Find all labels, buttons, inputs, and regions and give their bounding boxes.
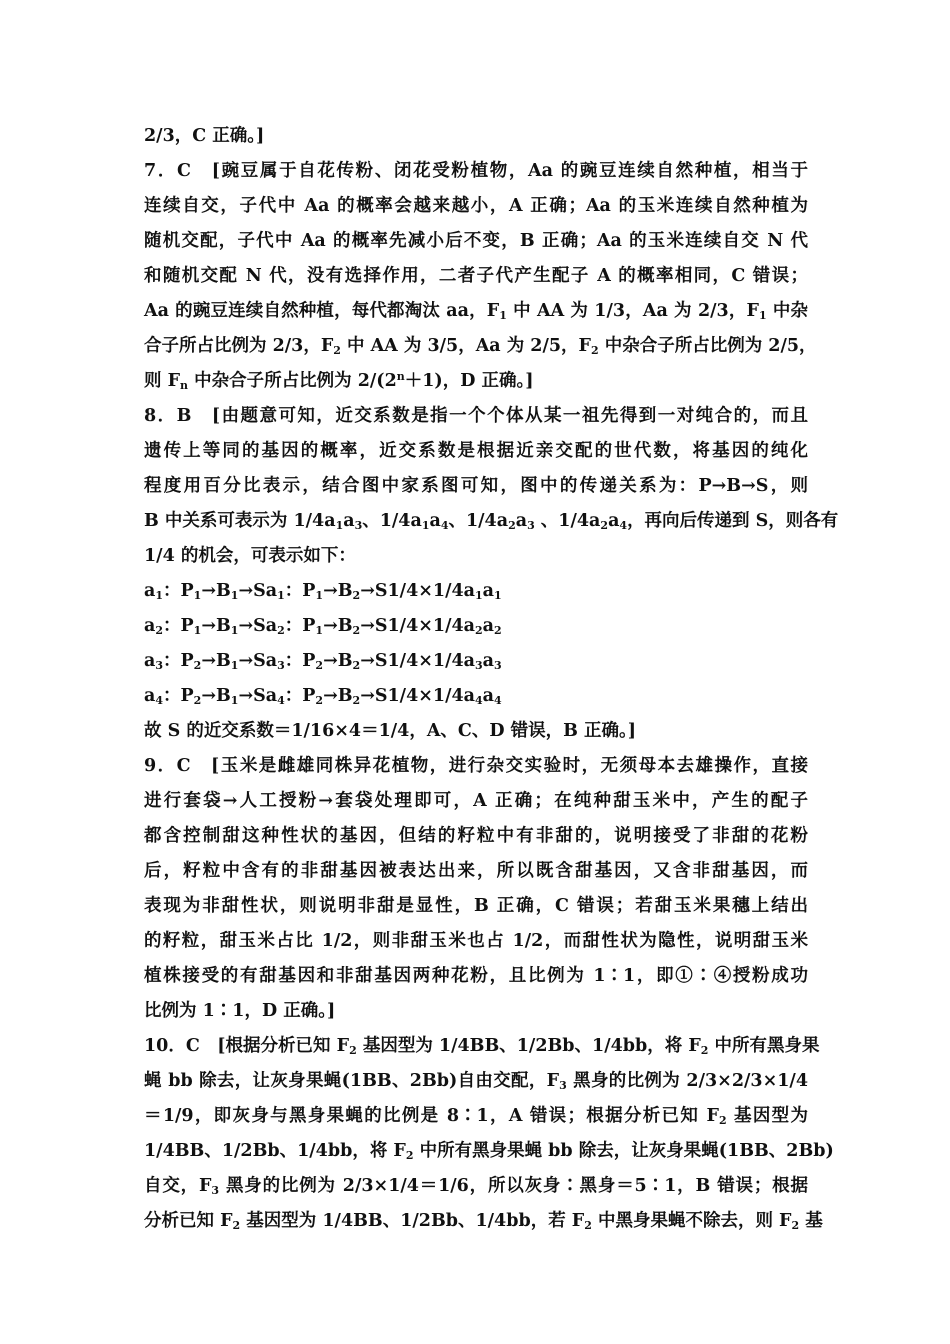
subscript: 2: [352, 659, 361, 672]
subscript: 1: [230, 659, 239, 672]
text-segment: a: [343, 511, 355, 531]
subscript: 4: [440, 519, 449, 532]
text-segment: 中所有黑身果: [708, 1036, 820, 1056]
subscript: 1: [155, 589, 163, 602]
text-segment: 表现为非甜性状，则说明非甜是显性，B 正确，C 错误；若甜玉米果穗上结出: [144, 896, 808, 916]
subscript: 1: [193, 589, 202, 602]
subscript: 3: [155, 659, 163, 672]
subscript: 1: [230, 624, 239, 637]
subscript: 1: [193, 624, 202, 637]
subscript: 3: [354, 519, 363, 532]
text-segment: 后，籽粒中含有的非甜基因被表达出来，所以既含甜基因，又含非甜基因，而: [144, 861, 808, 881]
text-line: [144, 614, 808, 638]
subscript: 1: [315, 589, 324, 602]
subscript: 1: [277, 589, 285, 602]
text-segment: →B: [201, 651, 231, 671]
text-segment: →Sa: [238, 616, 278, 636]
text-segment: 基: [799, 1211, 823, 1231]
text-segment: 程度用百分比表示，结合图中家系图可知，图中的传递关系为：P→B→S，则: [144, 476, 808, 496]
text-segment: 基因型为 1/4BB、1/2Bb、1/4bb，若 F: [240, 1211, 585, 1231]
subscript: 2: [494, 624, 502, 637]
text-segment: 黑身的比例为 2/3×2/3×1/4: [566, 1071, 808, 1091]
subscript: 2: [508, 519, 516, 532]
subscript: 2: [315, 694, 324, 707]
subscript: 1: [230, 589, 239, 602]
subscript: 3: [494, 659, 502, 672]
text-segment: 1/4BB、1/2Bb、1/4bb，将 F: [144, 1141, 406, 1161]
text-segment: 中 AA 为 1/3，Aa 为 2/3，F: [506, 301, 759, 321]
text-segment: ：P: [284, 686, 316, 706]
text-line: [144, 1069, 808, 1093]
text-line: [144, 1104, 808, 1128]
text-segment: 中杂: [766, 301, 808, 321]
text-segment: 比例为 1∶1，D 正确。]: [144, 1001, 336, 1021]
text-segment: ＋1)，D 正确。]: [404, 371, 534, 391]
subscript: 1: [421, 519, 430, 532]
text-segment: a: [482, 581, 494, 601]
text-line: [144, 1209, 823, 1233]
text-line: [144, 684, 808, 708]
text-segment: 基因型为: [726, 1106, 808, 1126]
text-line: [144, 1034, 820, 1058]
subscript: 2: [700, 1044, 709, 1057]
text-segment: →B: [323, 651, 353, 671]
text-line: [144, 999, 808, 1023]
text-segment: 中黑身果蝇不除去，则 F: [591, 1211, 792, 1231]
superscript: n: [396, 370, 405, 383]
text-segment: 分析已知 F: [144, 1211, 233, 1231]
text-segment: 都含控制甜这种性状的基因，但结的籽粒中有非甜的，说明接受了非甜的花粉: [144, 826, 808, 846]
text-segment: 基因型为 1/4BB、1/2Bb、1/4bb，将 F: [356, 1036, 701, 1056]
subscript: 3: [277, 659, 285, 672]
text-segment: 9．C [玉米是雌雄同株异花植物，进行杂交实验时，无须母本去雄操作，直接: [144, 756, 808, 776]
subscript: 2: [193, 694, 202, 707]
subscript: 2: [791, 1219, 800, 1232]
subscript: 4: [494, 694, 502, 707]
text-line: [144, 929, 808, 953]
text-segment: 随机交配，子代中 Aa 的概率先减小后不变，B 正确；Aa 的玉米连续自交 N 代: [144, 231, 808, 251]
text-segment: ：P: [284, 651, 316, 671]
subscript: 2: [277, 624, 285, 637]
text-segment: a: [144, 616, 156, 636]
text-line: [144, 334, 817, 358]
text-line: [144, 649, 808, 673]
text-line: [144, 754, 808, 778]
text-line: [144, 1139, 834, 1163]
subscript: 1: [315, 624, 324, 637]
text-segment: ：P: [163, 616, 194, 636]
text-segment: ：P: [284, 616, 316, 636]
text-segment: 8．B [由题意可知，近交系数是指一个个体从某一祖先得到一对纯合的，而且: [144, 406, 808, 426]
subscript: 3: [475, 659, 483, 672]
text-segment: a: [144, 651, 156, 671]
text-segment: a: [429, 511, 441, 531]
text-segment: ＝1/9，即灰身与黑身果蝇的比例是 8∶1，A 错误；根据分析已知 F: [144, 1106, 719, 1126]
text-segment: →B: [201, 686, 231, 706]
subscript: 2: [349, 1044, 357, 1057]
text-line: [144, 229, 808, 253]
text-segment: a: [482, 651, 494, 671]
text-segment: 中 AA 为 3/5，Aa 为 2/5，F: [340, 336, 591, 356]
subscript: 2: [475, 624, 483, 637]
subscript: 3: [211, 1184, 220, 1197]
subscript: 1: [475, 589, 483, 602]
text-segment: 合子所占比例为 2/3，F: [144, 336, 334, 356]
subscript: 4: [155, 694, 163, 707]
text-segment: a: [515, 511, 528, 531]
text-segment: B 中关系可表示为 1/4a: [144, 511, 336, 531]
text-line: [144, 964, 808, 988]
subscript: 2: [333, 344, 341, 357]
text-line: [144, 719, 808, 743]
text-segment: →Sa: [238, 581, 278, 601]
text-segment: →B: [323, 581, 353, 601]
subscript: 3: [527, 519, 535, 532]
subscript: 1: [230, 694, 239, 707]
text-segment: 进行套袋→人工授粉→套袋处理即可，A 正确；在纯种甜玉米中，产生的配子: [144, 791, 808, 811]
text-segment: →S1/4×1/4a: [360, 616, 475, 636]
text-line: [144, 474, 808, 498]
text-segment: 1/4 的机会，可表示如下：: [144, 546, 356, 566]
text-segment: Aa 的豌豆连续自然种植，每代都淘汰 aa，F: [144, 301, 500, 321]
text-line: [144, 509, 839, 533]
text-segment: 黑身的比例为 2/3×1/4＝1/6，所以灰身∶黑身＝5∶1，B 错误；根据: [219, 1176, 808, 1196]
text-segment: 、1/4a: [448, 511, 509, 531]
text-segment: 的籽粒，甜玉米占比 1/2，则非甜玉米也占 1/2，而甜性状为隐性，说明甜玉米: [144, 931, 808, 951]
subscript: 2: [193, 659, 202, 672]
text-segment: ，再向后传递到 S，则各有: [627, 511, 839, 531]
subscript: 1: [499, 309, 507, 322]
text-segment: 2/3，C 正确。]: [144, 126, 265, 146]
text-segment: 、1/4a: [362, 511, 422, 531]
text-line: [144, 159, 808, 183]
subscript: 2: [352, 624, 361, 637]
subscript: 1: [758, 309, 767, 322]
text-segment: ：P: [284, 581, 316, 601]
text-segment: →Sa: [238, 686, 278, 706]
subscript: 4: [475, 694, 483, 707]
text-segment: 中杂合子所占比例为 2/5，: [598, 336, 817, 356]
text-line: [144, 824, 808, 848]
text-segment: 植株接受的有甜基因和非甜基因两种花粉，且比例为 1∶1，即①∶④授粉成功: [144, 966, 808, 986]
text-segment: 连续自交，子代中 Aa 的概率会越来越小，A 正确；Aa 的玉米连续自然种植为: [144, 196, 808, 216]
text-line: [144, 789, 808, 813]
text-segment: →B: [323, 616, 353, 636]
text-line: [144, 544, 808, 568]
text-line: [144, 859, 808, 883]
subscript: 2: [405, 1149, 414, 1162]
subscript: 2: [584, 1219, 592, 1232]
subscript: 2: [352, 589, 361, 602]
text-segment: a: [482, 616, 494, 636]
text-segment: 则 F: [144, 371, 181, 391]
text-line: [144, 124, 808, 148]
subscript: 2: [232, 1219, 241, 1232]
text-segment: a: [482, 686, 494, 706]
text-line: [144, 1174, 808, 1198]
subscript: 2: [590, 344, 599, 357]
text-line: [144, 894, 808, 918]
text-segment: 自交，F: [144, 1176, 212, 1196]
subscript: 2: [315, 659, 324, 672]
text-segment: →B: [201, 616, 231, 636]
subscript: 1: [494, 589, 502, 602]
text-segment: →S1/4×1/4a: [360, 686, 475, 706]
subscript: 1: [335, 519, 344, 532]
text-segment: ：P: [163, 686, 194, 706]
subscript: 4: [277, 694, 285, 707]
subscript: 2: [352, 694, 361, 707]
text-segment: ：P: [163, 581, 194, 601]
text-segment: 蝇 bb 除去，让灰身果蝇(1BB、2Bb)自由交配，F: [144, 1071, 560, 1091]
text-segment: →B: [201, 581, 231, 601]
text-line: [144, 369, 808, 393]
text-line: [144, 194, 808, 218]
text-segment: 、1/4a: [534, 511, 601, 531]
text-segment: →S1/4×1/4a: [360, 581, 475, 601]
text-segment: a: [608, 511, 620, 531]
subscript: n: [180, 379, 189, 392]
subscript: 2: [600, 519, 609, 532]
text-segment: 遗传上等同的基因的概率，近交系数是根据近亲交配的世代数，将基因的纯化: [144, 441, 808, 461]
text-segment: 故 S 的近交系数＝1/16×4＝1/4，A、C、D 错误，B 正确。]: [144, 721, 637, 741]
subscript: 2: [718, 1114, 727, 1127]
text-line: [144, 439, 808, 463]
text-segment: 中所有黑身果蝇 bb 除去，让灰身果蝇(1BB、2Bb): [413, 1141, 834, 1161]
text-line: [144, 299, 808, 323]
text-segment: →S1/4×1/4a: [360, 651, 475, 671]
text-segment: 中杂合子所占比例为 2/(2: [188, 371, 397, 391]
text-segment: ：P: [163, 651, 194, 671]
text-line: [144, 264, 808, 288]
text-segment: →Sa: [238, 651, 278, 671]
text-segment: →B: [323, 686, 353, 706]
subscript: 2: [155, 624, 163, 637]
text-segment: a: [144, 686, 156, 706]
text-segment: 7．C [豌豆属于自花传粉、闭花受粉植物，Aa 的豌豆连续自然种植，相当于: [144, 161, 808, 181]
text-segment: 10．C [根据分析已知 F: [144, 1036, 350, 1056]
text-line: [144, 404, 808, 428]
text-segment: 和随机交配 N 代，没有选择作用，二者子代产生配子 A 的概率相同，C 错误；: [144, 266, 808, 286]
text-segment: a: [144, 581, 156, 601]
subscript: 4: [619, 519, 628, 532]
subscript: 3: [559, 1079, 567, 1092]
text-line: [144, 579, 808, 603]
